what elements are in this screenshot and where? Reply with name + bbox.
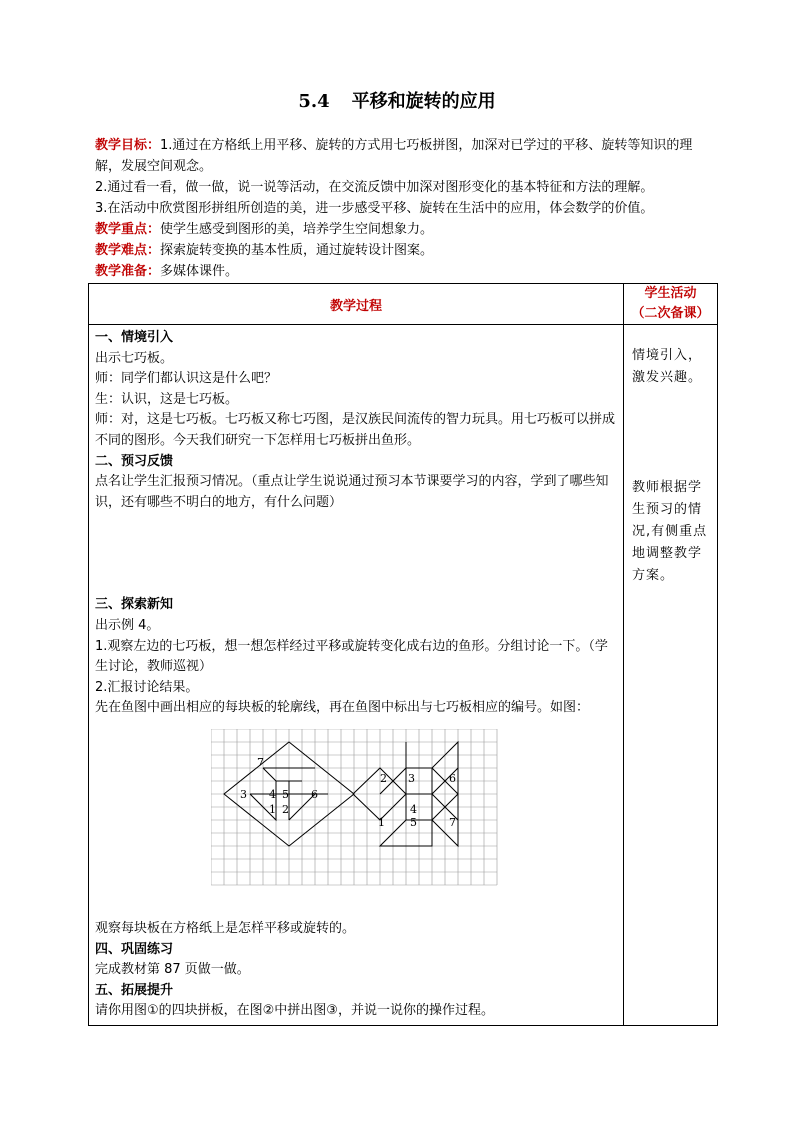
- section-3-line: 观察每块板在方格纸上是怎样平移或旋转的。: [95, 920, 356, 936]
- page-title: [0, 87, 794, 113]
- process-content: [89, 325, 624, 1026]
- square-piece-label: 3: [240, 787, 247, 801]
- section-4-line: 完成教材第 87 页做一做。: [95, 962, 250, 978]
- square-piece-label: 5: [282, 787, 289, 801]
- square-piece-label: 6: [311, 787, 318, 801]
- spacer: [632, 389, 711, 477]
- preparation: [95, 261, 715, 282]
- goal-1: 1.通过在方格纸上用平移、旋转的方式用七巧板拼图，加深对已学过的平移、旋转等知识的理解，发展空间观念。: [95, 138, 693, 174]
- section-2-title: 二、预习反馈: [95, 453, 174, 469]
- section-3-line: 1.观察左边的七巧板，想一想怎样经过平移或旋转变化成右边的鱼形。分组讨论一下。（学生讨论，教师巡视）: [95, 638, 608, 675]
- key-label: 教学重点：: [95, 222, 161, 237]
- section-3-title: 三、探索新知: [95, 597, 174, 613]
- section-1-title: 一、情境引入: [95, 330, 174, 345]
- spacer: [95, 513, 617, 595]
- header-student-line2: （二次备课）: [631, 306, 710, 321]
- goal-2: 2.通过看一看，做一做，说一说等活动，在交流反馈中加深对图形变化的基本特征和方法的理解。: [95, 180, 654, 195]
- section-3-line: 2.汇报讨论结果。: [95, 679, 199, 695]
- key-text: 使学生感受到图形的美，培养学生空间想象力。: [160, 222, 434, 237]
- title-text: 平移和旋转的应用: [351, 91, 496, 112]
- square-piece-label: 2: [282, 802, 289, 816]
- section-number: 5.4: [298, 91, 330, 112]
- section-5-line: 请你用图①的四块拼板，在图②中拼出图③，并说一说你的操作过程。: [95, 1003, 494, 1019]
- lesson-intro: [95, 135, 715, 282]
- section-1-line: 师：同学们都认识这是什么吧？: [95, 371, 278, 387]
- fish-piece-label: 5: [410, 815, 417, 829]
- fish-piece-label: 2: [380, 771, 387, 785]
- section-3-line: 出示例 4。: [95, 617, 160, 633]
- fish-piece-label: 3: [408, 771, 415, 785]
- header-process: 教学过程: [89, 284, 624, 325]
- tangram-figure: [95, 719, 617, 919]
- fish-piece-label: 7: [449, 815, 456, 829]
- section-1-line: 生：认识，这是七巧板。: [95, 391, 239, 407]
- prep-text: 多媒体课件。: [160, 264, 239, 279]
- section-4-title: 四、巩固练习: [95, 941, 174, 957]
- header-student: [624, 284, 718, 325]
- fish-piece-label: 4: [410, 802, 417, 816]
- section-1-line: 师：对，这是七巧板。七巧板又称七巧图，是汉族民间流传的智力玩具。用七巧板可以拼成不同的图形。今天我们研究一下怎样用七巧板拼出鱼形。: [95, 412, 616, 448]
- section-5-title: 五、拓展提升: [95, 982, 174, 998]
- lesson-table: [88, 283, 718, 1026]
- side-note-1: 情境引入，激发兴趣。: [632, 348, 703, 385]
- header-student-line1: 学生活动: [644, 286, 697, 301]
- goal-3: 3.在活动中欣赏图形拼组所创造的美，进一步感受平移、旋转在生活中的应用，体会数学的价值。: [95, 201, 654, 216]
- side-note-2: 教师根据学生预习的情况,有侧重点地调整教学方案。: [632, 480, 708, 583]
- fish-piece-label: 1: [378, 815, 385, 829]
- prep-label: 教学准备：: [95, 264, 161, 279]
- square-piece-label: 7: [257, 755, 264, 769]
- key-point: [95, 219, 715, 240]
- goal-paragraph: [95, 135, 715, 177]
- section-1-line: 出示七巧板。: [95, 350, 174, 366]
- goal-label: 教学目标：: [95, 138, 161, 153]
- section-3-line: 先在鱼图中画出相应的每块板的轮廓线，再在鱼图中标出与七巧板相应的编号。如图：: [95, 700, 590, 716]
- difficulty-label: 教学难点：: [95, 243, 161, 258]
- tangram-grid-figure: [211, 729, 507, 887]
- difficulty-text: 探索旋转变换的基本性质，通过旋转设计图案。: [160, 243, 434, 258]
- square-piece-label: 1: [269, 802, 276, 816]
- student-activity-column: [624, 325, 718, 1026]
- square-piece-label: 4: [269, 787, 276, 801]
- section-2-line: 点名让学生汇报预习情况。（重点让学生说说通过预习本节课要学习的内容，学到了哪些知识，还有哪些不明白的地方，有什么问题）: [95, 474, 609, 510]
- difficulty-point: [95, 240, 715, 261]
- fish-piece-label: 6: [449, 771, 456, 785]
